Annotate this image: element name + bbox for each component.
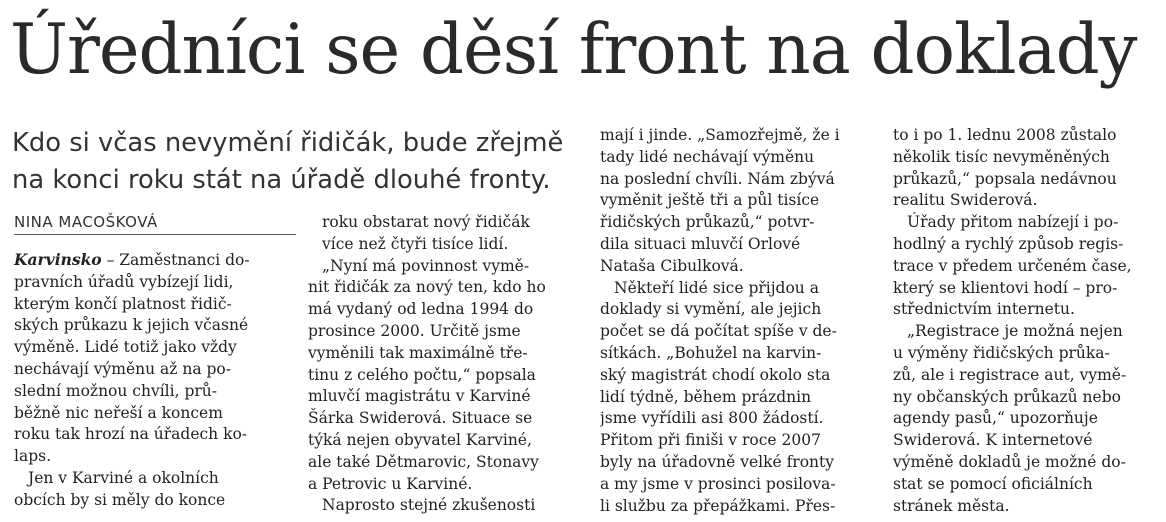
text-line: laps. <box>14 447 52 466</box>
text-line: a Petrovic u Karviné. <box>308 474 473 493</box>
text-line: trace v předem určeném čase, <box>893 256 1132 275</box>
lead-rest: – Zaměstnanci do- <box>101 251 250 269</box>
text-line <box>14 249 296 272</box>
text-line: nit řidičák za nový ten, kdo ho <box>308 278 546 297</box>
text-line: doklady si vymění, ale jejich <box>600 300 822 319</box>
subhead-line: Kdo si včas nevymění řidičák, bude zřejmě <box>12 128 564 158</box>
text-line: u výměny řidičských průka- <box>893 343 1110 362</box>
byline-rule <box>14 234 296 235</box>
text-line: mluvčí magistrátu v Karviné <box>308 387 531 406</box>
text-line: a my jsme v prosinci posilova- <box>600 474 836 493</box>
text-line: střednictvím internetu. <box>893 300 1075 319</box>
text-line: zů, ale i registrace aut, vymě- <box>893 365 1127 384</box>
subhead <box>12 125 582 199</box>
text-line: několik tisíc nevyměněných <box>893 147 1110 166</box>
text-line: Někteří lidé sice přijdou a <box>614 278 819 297</box>
text-line: byly na úřadovně velké fronty <box>600 452 835 471</box>
text-line: stránek města. <box>893 496 1010 515</box>
text-line: obcích by si měly do konce <box>14 490 226 509</box>
text-line: výměně. Lidé totiž jako vždy <box>14 338 237 357</box>
article-column-2 <box>308 212 588 517</box>
text-line: nechávají výměnu až na po- <box>14 359 231 378</box>
text-line: tady lidé nechávají výměnu <box>600 147 815 166</box>
text-line: slední možnou chvíli, prů- <box>14 381 217 400</box>
text-line: lidí týdně, během prázdnin <box>600 387 812 406</box>
text-line: Swiderová. K internetové <box>893 431 1093 450</box>
text-line: hodlný a rychlý způsob regis- <box>893 234 1124 253</box>
text-line: řidičských průkazů,“ potvr- <box>600 213 815 232</box>
headline: Úředníci se děsí front na doklady <box>10 10 1137 90</box>
text-line: Nataša Cibulková. <box>600 256 744 275</box>
text-line: více než čtyři tisíce lidí. <box>322 234 509 253</box>
text-line: agendy pasů,“ upozorňuje <box>893 409 1098 428</box>
text-line: kterým končí platnost řidič- <box>14 294 232 313</box>
text-line: týká nejen obyvatel Karviné, <box>308 430 532 449</box>
text-line: má vydaný od ledna 1994 do <box>308 300 534 319</box>
text-line: realitu Swiderová. <box>893 191 1038 210</box>
text-line: prosince 2000. Určitě jsme <box>308 321 521 340</box>
text-line: výměně dokladů je možné do- <box>893 452 1126 471</box>
lead-location: Karvinsko <box>14 250 102 269</box>
text-line: li službu za přepážkami. Přes- <box>600 496 836 515</box>
text-line: „Nyní má povinnost vymě- <box>322 256 530 275</box>
article-column-1 <box>14 249 296 512</box>
text-line: který se klientovi hodí – pro- <box>893 278 1118 297</box>
text-line: roku tak hrozí na úřadech ko- <box>14 425 248 444</box>
article-column-4 <box>893 125 1158 517</box>
text-line: Naprosto stejné zkušenosti <box>322 496 536 515</box>
text-line: „Registrace je možná nejen <box>907 322 1123 341</box>
text-line: Jen v Karviné a okolních <box>28 468 219 487</box>
text-line: na poslední chvíli. Nám zbývá <box>600 169 835 188</box>
text-line: Šárka Swiderová. Situace se <box>308 409 533 428</box>
text-line: vyměnili tak maximálně tře- <box>308 343 528 362</box>
text-line: dila situaci mluvčí Orlové <box>600 234 801 253</box>
text-line: Přitom při finiši v roce 2007 <box>600 431 821 450</box>
text-line: pravních úřadů vybízejí lidi, <box>14 272 234 291</box>
text-line: jsme vyřídili asi 800 žádostí. <box>600 409 824 428</box>
text-line: sítkách. „Bohužel na karvin- <box>600 343 822 362</box>
text-line: ale také Dětmarovic, Stonavy <box>308 452 539 471</box>
text-line: stat se pomocí oficiálních <box>893 474 1093 493</box>
text-line: počet se dá počítat spíše v de- <box>600 322 837 341</box>
text-line: běžně nic neřeší a koncem <box>14 403 223 422</box>
text-line: ský magistrát chodí okolo sta <box>600 365 831 384</box>
text-line: ských průkazu k jejich včasné <box>14 316 249 335</box>
text-line: Úřady přitom nabízejí i po- <box>907 213 1119 232</box>
article-column-3 <box>600 125 880 517</box>
text-line: to i po 1. lednu 2008 zůstalo <box>893 126 1117 144</box>
byline: NINA MACOŠKOVÁ <box>14 213 158 231</box>
text-line: tinu z celého počtu,“ popsala <box>308 365 536 384</box>
text-line: vyměnit ještě tři a půl tisíce <box>600 191 820 210</box>
text-line: ny občanských průkazů nebo <box>893 387 1121 406</box>
text-line: průkazů,“ popsala nedávnou <box>893 169 1117 188</box>
text-line: roku obstarat nový řidičák <box>322 213 530 231</box>
text-line: mají i jinde. „Samozřejmě, že i <box>600 126 840 144</box>
subhead-line: na konci roku stát na úřadě dlouhé fronty. <box>12 165 551 195</box>
